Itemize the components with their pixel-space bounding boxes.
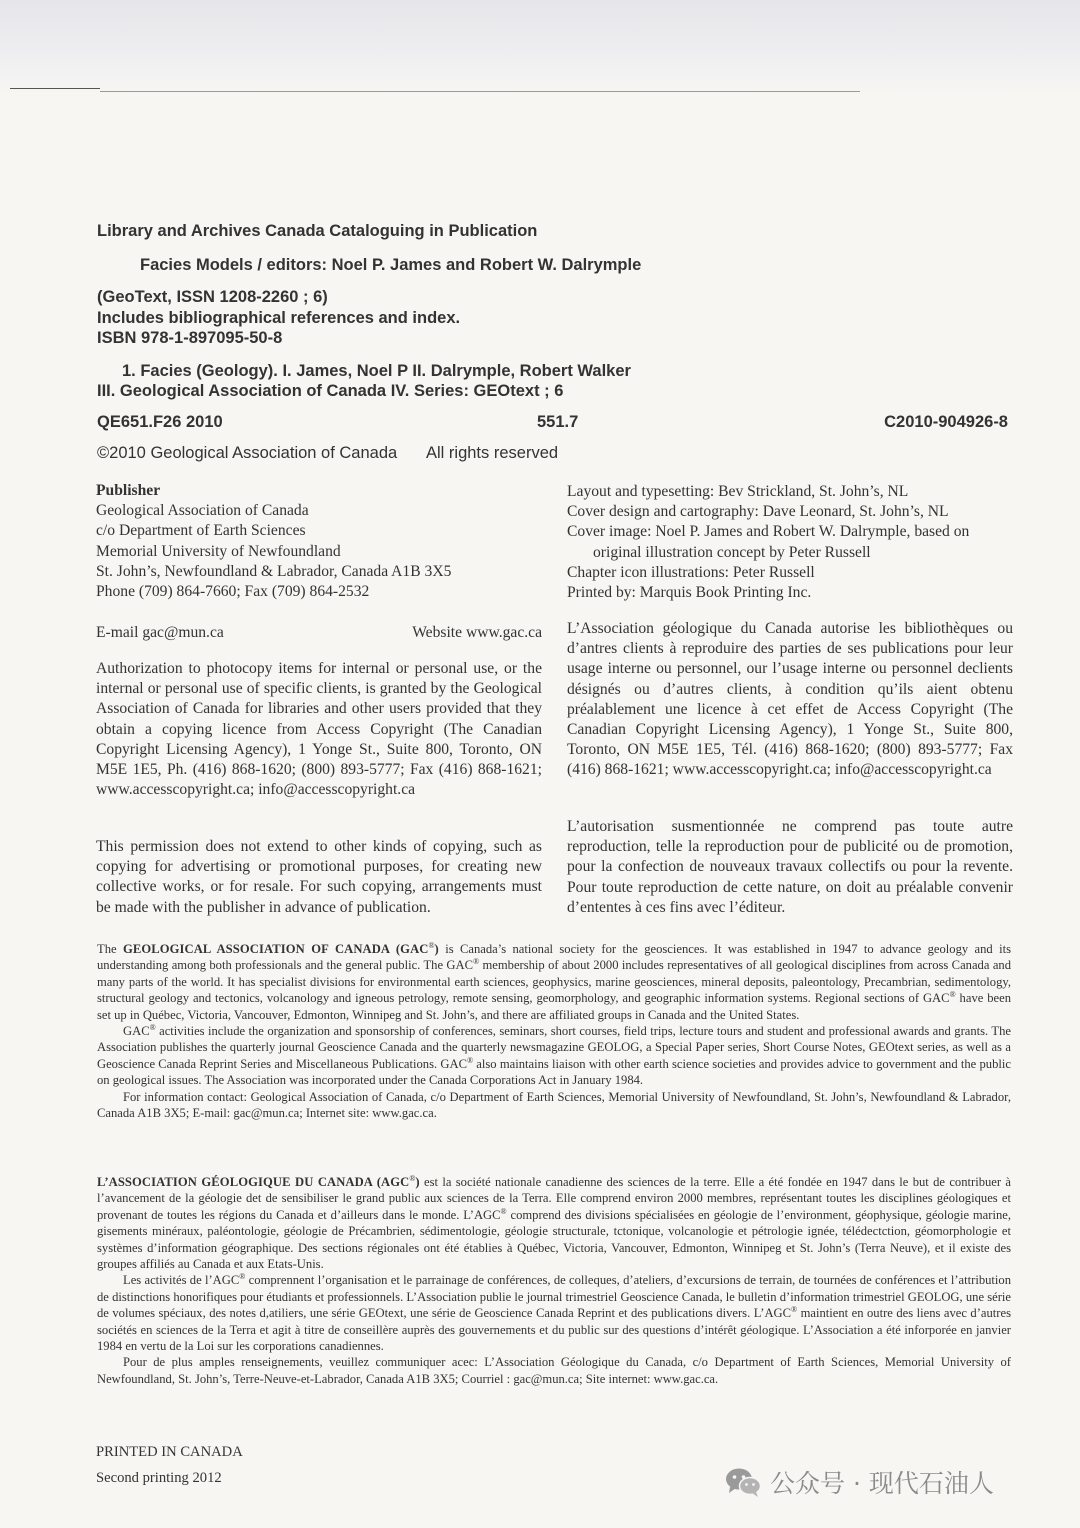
registered-mark: ® <box>428 940 435 950</box>
cip-heading: Library and Archives Canada Cataloguing in Publication <box>97 222 538 240</box>
gac-text: have been set up in Québec, Victoria, Vancouver, Edmonton, Winnipeg and St. John’s, and there are affiliated groups in Canada and the United States. <box>97 991 1012 1022</box>
watermark-text: 公众号 · 现代石油人 <box>770 1469 994 1498</box>
credit-cover-image-cont: original illustration concept by Peter Russell <box>593 543 871 561</box>
gac-text: membership of about 2000 includes representatives of all geological disciplines from across Canada and many parts of the world. It has specialist divisions for environmental earth sciences, geophysics, marine geosciences, mineral deposits, paleontology, Precambrian, sedimentology, structural geology and tectonics, volcanology and igneous petrology, remote sensing, geomorphology, and geographic information systems. Regional sections of GAC <box>97 958 1011 1006</box>
publisher-block <box>96 481 542 602</box>
credit-printed-by: Printed by: Marquis Book Printing Inc. <box>567 584 812 602</box>
authorization-paragraph-fr: L’Association géologique du Canada autorise les bibliothèques ou d’antres clients à reproduire des parties de ses publications pour leur usage interne ou personnel, our l’usage interne ou personnel declients désignés ou d’autres clients, à condition qu’ils aient obtenu préalablement une licence à cet effet de Access Copyright (The Canadian Copyright Licensing Agency), 1 Yonge St., Suite 800, Toronto, ON M5E 1E5, Tél. (416) 868-1620; (800) 893-5777; Fax (416) 868-1621; www.accesscopyright.ca; info@accesscopyright.ca <box>567 620 1013 779</box>
english-authorization <box>96 659 542 800</box>
copyright-line <box>97 443 1012 464</box>
watermark <box>724 1462 1054 1502</box>
cip-block <box>97 221 1012 242</box>
printing-edition: Second printing 2012 <box>96 1470 222 1486</box>
gac-text: GAC <box>123 1024 150 1039</box>
publisher-line: Memorial University of Newfoundland <box>96 542 341 560</box>
gac-text: is Canada’s national society for the geosciences. It was established in 1947 to advance geology and its understanding among both professionals and the general public. The GAC <box>97 942 1011 973</box>
dewey-number: 551.7 <box>537 413 579 431</box>
gac-description <box>97 941 1011 1121</box>
copyright-notice: ©2010 Geological Association of Canada <box>97 444 398 462</box>
agc-text: comprennent l’organisation et le parrainage de conférences, de colleques, d’ateliers, d’excursions de terrain, de tournées de conférences et l’attribution de distinctions honorifiques pour étudiants et professionnels. L’Association publie le journal trimestriel Geoscience Canada, le bulletin d’information trimestriel GEOLOG, une série de volumes spéciaux, des notes d,atiliers, une série GEOtext, une série de Geoscience Canada Reprint et des publications divers. L’AGC <box>97 1273 1011 1321</box>
gac-text: activities include the organization and sponsorship of conferences, seminars, short courses, field trips, lecture tours and student and professional awards and grants. The Association publishes the quarterly journal Geoscience Canada and the quarterly newsmagazine GEOLOG, a Special Paper series, Short Course Notes, GEOtext series, as well as a Geoscience Canada Reprint Series and Miscellaneous Publications. GAC <box>97 1024 1011 1071</box>
registered-mark: ® <box>791 1305 798 1315</box>
registered-mark: ® <box>473 957 480 967</box>
agc-text: comprend des divisions spécialisées en géologie de l’environment, géophysique, géologie marine, gisements minéraux, paléontologie, géologie de Précambrien, sédimentologie, géologie structurale, tctonique, volcanologie et pétrologie ignée, télédectction, géomorphologie et systèmes d’information géographique. Des sections régionales ont été établies à Québec, Victoria, Vancouver, Edmonton, Winnipeg et St. John’s (Terra Neuve), et il existe des groupes affiliés au Canada et aux Etats-Unis. <box>97 1207 1011 1272</box>
agc-text: Les activités de l’AGC <box>123 1273 240 1288</box>
agc-paragraph-3: Pour de plus amples renseignements, veuillez communiquer acec: L’Association Géologique du Canada, c/o Department of Earth Sciences, Memorial University of Newfoundland, St. John’s, Terre-Neuve-et-Labrador, Canada A1B 3X5; Courriel : gac@mun.ca; Site internet: www.gac.ca. <box>97 1355 1011 1386</box>
english-permission <box>96 837 542 918</box>
registered-mark: ® <box>239 1272 246 1282</box>
credits-block <box>567 482 1013 603</box>
contact-line <box>96 623 542 644</box>
agc-description <box>97 1174 1011 1387</box>
gac-text: also maintains liaison with other earth science societies and provides advice to government and the public on geological issues. The Association was incorporated under the Canada Corporations Act in January 1984. <box>97 1056 1011 1088</box>
publisher-line: Geological Association of Canada <box>96 502 309 520</box>
publisher-line: St. John’s, Newfoundland & Labrador, Canada A1B 3X5 <box>96 562 452 580</box>
cip-subjects-line: III. Geological Association of Canada IV. Series: GEOtext ; 6 <box>97 382 564 400</box>
cip-isbn: ISBN 978-1-897095-50-8 <box>97 329 283 347</box>
credit-cover-image: Cover image: Noel P. James and Robert W. Dalrymple, based on <box>567 523 970 541</box>
gac-name: GEOLOGICAL ASSOCIATION OF CANADA (GAC <box>122 942 429 956</box>
publisher-email: E-mail gac@mun.ca <box>96 624 224 641</box>
cip-title-line <box>140 255 1055 276</box>
credit-layout: Layout and typesetting: Bev Strickland, St. John’s, NL <box>567 483 909 500</box>
cip-subjects-2 <box>97 381 1012 402</box>
cip-numbers <box>97 412 1012 433</box>
cip-biblio: Includes bibliographical references and index. <box>97 308 461 327</box>
rights-notice: All rights reserved <box>426 444 559 462</box>
credit-cover-design: Cover design and cartography: Dave Leonard, St. John’s, NL <box>567 503 949 521</box>
publisher-line: Phone (709) 864-7660; Fax (709) 864-2532 <box>96 583 370 601</box>
registered-mark: ® <box>466 1055 474 1065</box>
wechat-icon <box>724 1466 762 1498</box>
printed-in-canada: PRINTED IN CANADA <box>96 1444 243 1460</box>
agc-paragraph-2 <box>97 1272 1011 1354</box>
cip-subjects-1 <box>122 361 1037 382</box>
scan-shadow <box>0 0 1080 95</box>
credit-chapter-icons: Chapter icon illustrations: Peter Russell <box>567 563 815 581</box>
registered-mark: ® <box>409 1173 416 1183</box>
authorization-paragraph: Authorization to photocopy items for internal or personal use, or the internal or personal use of specific clients, is granted by the Geological Association of Canada for libraries and other users provided that they obtain a copying licence from Access Copyright (The Canadian Copyright Licensing Agency), 1 Yonge St., Suite 800, Toronto, ON M5E 1E5, Ph. (416) 868-1620; (800) 893-5777; Fax (416) 868-1621; www.accesscopyright.ca; info@accesscopyright.ca <box>96 660 542 799</box>
cip-title: Facies Models / editors: Noel P. James and Robert W. Dalrymple <box>140 256 642 274</box>
permission-paragraph: This permission does not extend to other kinds of copying, such as copying for advertising or promotional purposes, for creating new collective works, or for resale. For such copying, arrangements must be made with the publisher in advance of publication. <box>96 838 542 916</box>
scan-edge-line <box>10 88 100 89</box>
registered-mark: ® <box>500 1206 507 1216</box>
gac-paragraph-1: The GEOLOGICAL ASSOCIATION OF CANADA (GAC®) is Canada’s national society for the geosciences. It was established in 1947 to advance geology and its understanding among both professionals and the general public. The GAC® membership of about 2000 includes representatives of all geological disciplines from across Canada and many parts of the world. It has specialist divisions for environmental earth sciences, geophysics, marine geosciences, mineral deposits, paleontology, Precambrian, sedimentology, structural geology and tectonics, volcanology and igneous petrology, remote sensing, geomorphology, and geographic information systems. Regional sections of GAC® have been set up in Québec, Victoria, Vancouver, Edmonton, Winnipeg and St. John’s, and there are affiliated groups in Canada and the United States. <box>97 940 1012 1022</box>
agc-text: est la société nationale canadienne des sciences de la terre. Elle a été fondée en 1947 dans le but de contribuer à l’avancement de la géologie det de sensibiliser le grand public aux sciences de la Terra. Elle comprend environ 2000 membres, représentant toutes les disciplines géologiques et provenant de toutes les régions du Canada et d’ailleurs dans le monde. L’AGC <box>97 1175 1012 1222</box>
publisher-label: Publisher <box>96 482 161 499</box>
registered-mark: ® <box>149 1022 156 1032</box>
cip-number: C2010-904926-8 <box>884 413 1008 431</box>
footer <box>96 1439 396 1491</box>
lc-number: QE651.F26 2010 <box>97 413 223 431</box>
agc-text: maintient en outre des liens avec d’autres sociétés en sciences de la Terra et agit à titre de conseillère auprès des gouvernements et du public sur des questions d’intérêt géologique. L’Association a été inforporée en janvier 1984 en vertu de la Loi sur les corporations canadiennes. <box>97 1306 1011 1354</box>
gac-paragraph-2 <box>97 1023 1011 1089</box>
cip-series-block <box>97 287 1012 349</box>
cip-series: (GeoText, ISSN 1208-2260 ; 6) <box>97 288 328 306</box>
scan-edge-line <box>100 91 860 92</box>
french-authorization <box>567 619 1013 781</box>
publisher-line: c/o Department of Earth Sciences <box>96 522 306 540</box>
agc-paragraph-1: L’ASSOCIATION GÉOLOGIQUE DU CANADA (AGC®) est la société nationale canadienne des sciences de la terre. Elle a été fondée en 1947 dans le but de contribuer à l’avancement de la géologie det de sensibiliser le grand public aux sciences de la Terra. Elle comprend environ 2000 membres, représentant toutes les disciplines géologiques et provenant de toutes les régions du Canada et d’ailleurs dans le monde. L’AGC® comprend des divisions spécialisées en géologie de l’environment, géophysique, géologie marine, gisements minéraux, paléontologie, géologie de Précambrien, sédimentologie, géologie structurale, tctonique, volcanologie et pétrologie ignée, télédectction, géomorphologie et systèmes d’information géographique. Des sections régionales ont été établies à Québec, Victoria, Vancouver, Edmonton, Winnipeg et St. John’s (Terra Neuve), et il existe des groupes affiliés au Canada et aux Etats-Unis. <box>97 1173 1012 1272</box>
agc-name: L’ASSOCIATION GÉOLOGIQUE DU CANADA (AGC <box>97 1175 410 1189</box>
cip-subjects-line: 1. Facies (Geology). I. James, Noel P II. Dalrymple, Robert Walker <box>122 362 631 380</box>
registered-mark: ® <box>949 990 956 1000</box>
french-permission <box>567 817 1013 918</box>
publisher-website: Website www.gac.ca <box>412 624 542 641</box>
gac-paragraph-3: For information contact: Geological Association of Canada, c/o Department of Earth Sciences, Memorial University of Newfoundland, St. John’s, Newfoundland & Labrador, Canada A1B 3X5; E-mail: gac@mun.ca; Internet site: www.gac.ca. <box>97 1089 1011 1121</box>
permission-paragraph-fr: L’autorisation susmentionnée ne comprend pas toute autre reproduction, telle la reproduction pour de publicité ou de promotion, pour la confection de nouveaux travaux collectifs ou pour la revente. Pour toute reproduction de cette nature, on doit au préalable convenir d’ententes à ces fins avec l’éditeur. <box>567 818 1013 916</box>
